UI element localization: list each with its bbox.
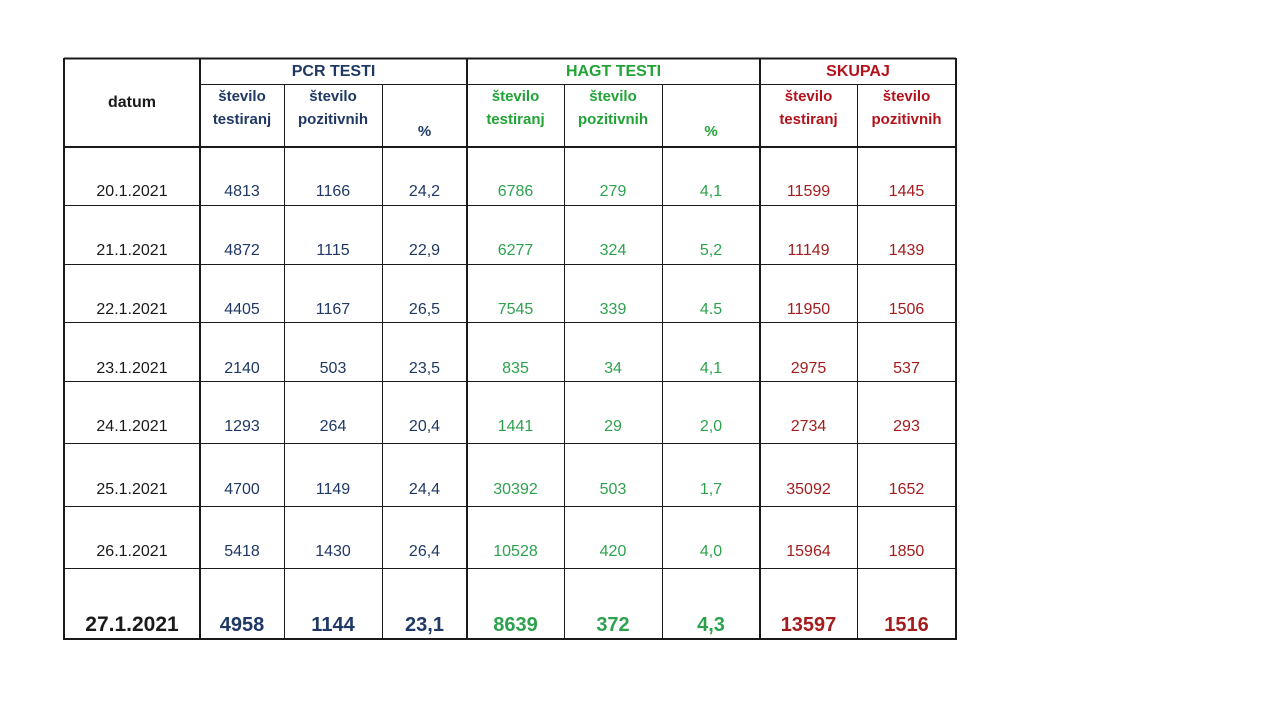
cell-hagt-pct: 2,0 [699, 418, 723, 435]
cell-pcr-pct: 23,5 [408, 360, 441, 377]
group-pcr-label: PCR TESTI [291, 62, 376, 80]
cell-datum: 21.1.2021 [96, 242, 168, 259]
cell-hagt-positive: 324 [599, 242, 627, 259]
pcr-tested-header-line2: testiranj [212, 110, 272, 128]
cell-datum: 22.1.2021 [96, 301, 168, 318]
cell-total-positive: 1652 [888, 481, 925, 498]
cell-hagt-tested: 30392 [493, 481, 538, 498]
hagt-positive-header-line1: število [589, 87, 637, 105]
total-tested-header [760, 85, 857, 130]
cell-pcr-positive: 1167 [315, 301, 351, 318]
group-total-header [760, 59, 956, 84]
cell-hagt-positive: 372 [596, 613, 630, 636]
cell-pcr-positive: 1149 [315, 481, 351, 498]
cell-pcr-tested: 4958 [219, 613, 265, 636]
cell-datum: 20.1.2021 [96, 183, 168, 200]
cell-pcr-positive: 503 [319, 360, 347, 377]
cell-pcr-tested: 1293 [224, 418, 260, 435]
cell-hagt-pct: 4,1 [699, 183, 723, 200]
pcr-positive-header-line1: število [309, 87, 357, 105]
pcr-percent-header-label: % [417, 122, 432, 140]
header-datum-label: datum [108, 93, 156, 111]
cell-hagt-pct: 4.5 [699, 301, 723, 318]
cell-total-tested: 2734 [790, 418, 827, 435]
cell-total-tested: 35092 [786, 481, 831, 498]
total-tested-header-line1: število [784, 87, 833, 105]
hagt-percent-header [662, 120, 760, 142]
cell-total-positive: 1850 [888, 543, 925, 560]
cell-total-tested: 2975 [790, 360, 827, 377]
hagt-positive-header [564, 85, 662, 130]
cell-pcr-positive: 1115 [316, 242, 350, 259]
pcr-tested-header-line1: število [218, 87, 266, 105]
cell-pcr-tested: 4872 [224, 242, 260, 259]
cell-total-tested: 13597 [780, 613, 837, 636]
cell-pcr-positive: 1166 [315, 183, 351, 200]
cell-total-tested: 11599 [786, 183, 831, 200]
pcr-positive-header [284, 85, 382, 130]
cell-pcr-tested: 2140 [224, 360, 260, 377]
cell-total-positive: 1506 [888, 301, 925, 318]
cell-hagt-positive: 279 [599, 183, 627, 200]
cell-pcr-positive: 1430 [315, 543, 351, 560]
cell-datum: 25.1.2021 [96, 481, 168, 498]
cell-total-tested: 11149 [787, 242, 830, 259]
total-tested-header-line2: testiranj [779, 110, 838, 128]
cell-pcr-pct: 24,4 [408, 481, 441, 498]
pcr-tested-header [200, 85, 284, 130]
cell-hagt-tested: 835 [502, 360, 529, 377]
cell-pcr-pct: 22,9 [408, 242, 441, 259]
cell-hagt-positive: 34 [604, 360, 622, 377]
cell-total-tested: 11950 [786, 301, 831, 318]
cell-pcr-pct: 20,4 [408, 418, 441, 435]
pcr-positive-header-line2: pozitivnih [298, 110, 368, 128]
group-total-label: SKUPAJ [826, 62, 890, 80]
cell-hagt-tested: 7545 [497, 301, 534, 318]
cell-total-positive: 1516 [884, 613, 929, 636]
cell-pcr-pct: 26,4 [408, 543, 441, 560]
cell-pcr-pct: 26,5 [408, 301, 441, 318]
cell-hagt-pct: 4,1 [699, 360, 723, 377]
cell-hagt-pct: 4,3 [697, 613, 725, 636]
cell-datum: 27.1.2021 [85, 613, 179, 636]
group-pcr-header [200, 59, 467, 84]
cell-pcr-pct: 24,2 [408, 183, 441, 200]
hagt-tested-header-line1: število [491, 87, 540, 105]
hagt-positive-header-line2: pozitivnih [578, 110, 648, 128]
cell-datum: 23.1.2021 [96, 360, 168, 377]
cell-hagt-tested: 8639 [493, 613, 538, 636]
pcr-percent-header [382, 120, 467, 142]
cell-pcr-tested: 4813 [224, 183, 260, 200]
cell-hagt-tested: 10528 [493, 543, 538, 560]
cell-total-positive: 537 [893, 360, 920, 377]
cell-hagt-positive: 420 [599, 543, 627, 560]
cell-pcr-tested: 5418 [224, 543, 260, 560]
cell-hagt-pct: 1,7 [699, 481, 723, 498]
cell-total-positive: 1439 [888, 242, 925, 259]
cell-hagt-tested: 6786 [497, 183, 534, 200]
cell-hagt-positive: 29 [604, 418, 622, 435]
cell-hagt-tested: 6277 [497, 242, 534, 259]
cell-pcr-tested: 4700 [224, 481, 260, 498]
cell-total-tested: 15964 [786, 543, 831, 560]
group-hagt-header [467, 59, 760, 84]
group-hagt-label: HAGT TESTI [565, 62, 662, 80]
cell-total-positive: 1445 [888, 183, 925, 200]
cell-pcr-positive: 1144 [311, 613, 355, 636]
cell-hagt-pct: 4,0 [699, 543, 723, 560]
cell-pcr-tested: 4405 [224, 301, 260, 318]
hagt-percent-header-label: % [704, 122, 718, 140]
header-datum [64, 58, 200, 147]
cell-hagt-positive: 503 [599, 481, 627, 498]
cell-pcr-pct: 23,1 [405, 613, 444, 636]
hagt-tested-header [467, 85, 564, 130]
cell-datum: 24.1.2021 [96, 418, 168, 435]
cell-pcr-positive: 264 [319, 418, 347, 435]
cell-total-positive: 293 [893, 418, 920, 435]
total-positive-header-line1: število [882, 87, 931, 105]
cell-hagt-pct: 5,2 [699, 242, 723, 259]
cell-datum: 26.1.2021 [96, 543, 168, 560]
total-positive-header [857, 85, 956, 130]
hagt-tested-header-line2: testiranj [486, 110, 545, 128]
cell-hagt-tested: 1441 [497, 418, 534, 435]
cell-hagt-positive: 339 [599, 301, 627, 318]
total-positive-header-line2: pozitivnih [871, 110, 942, 128]
